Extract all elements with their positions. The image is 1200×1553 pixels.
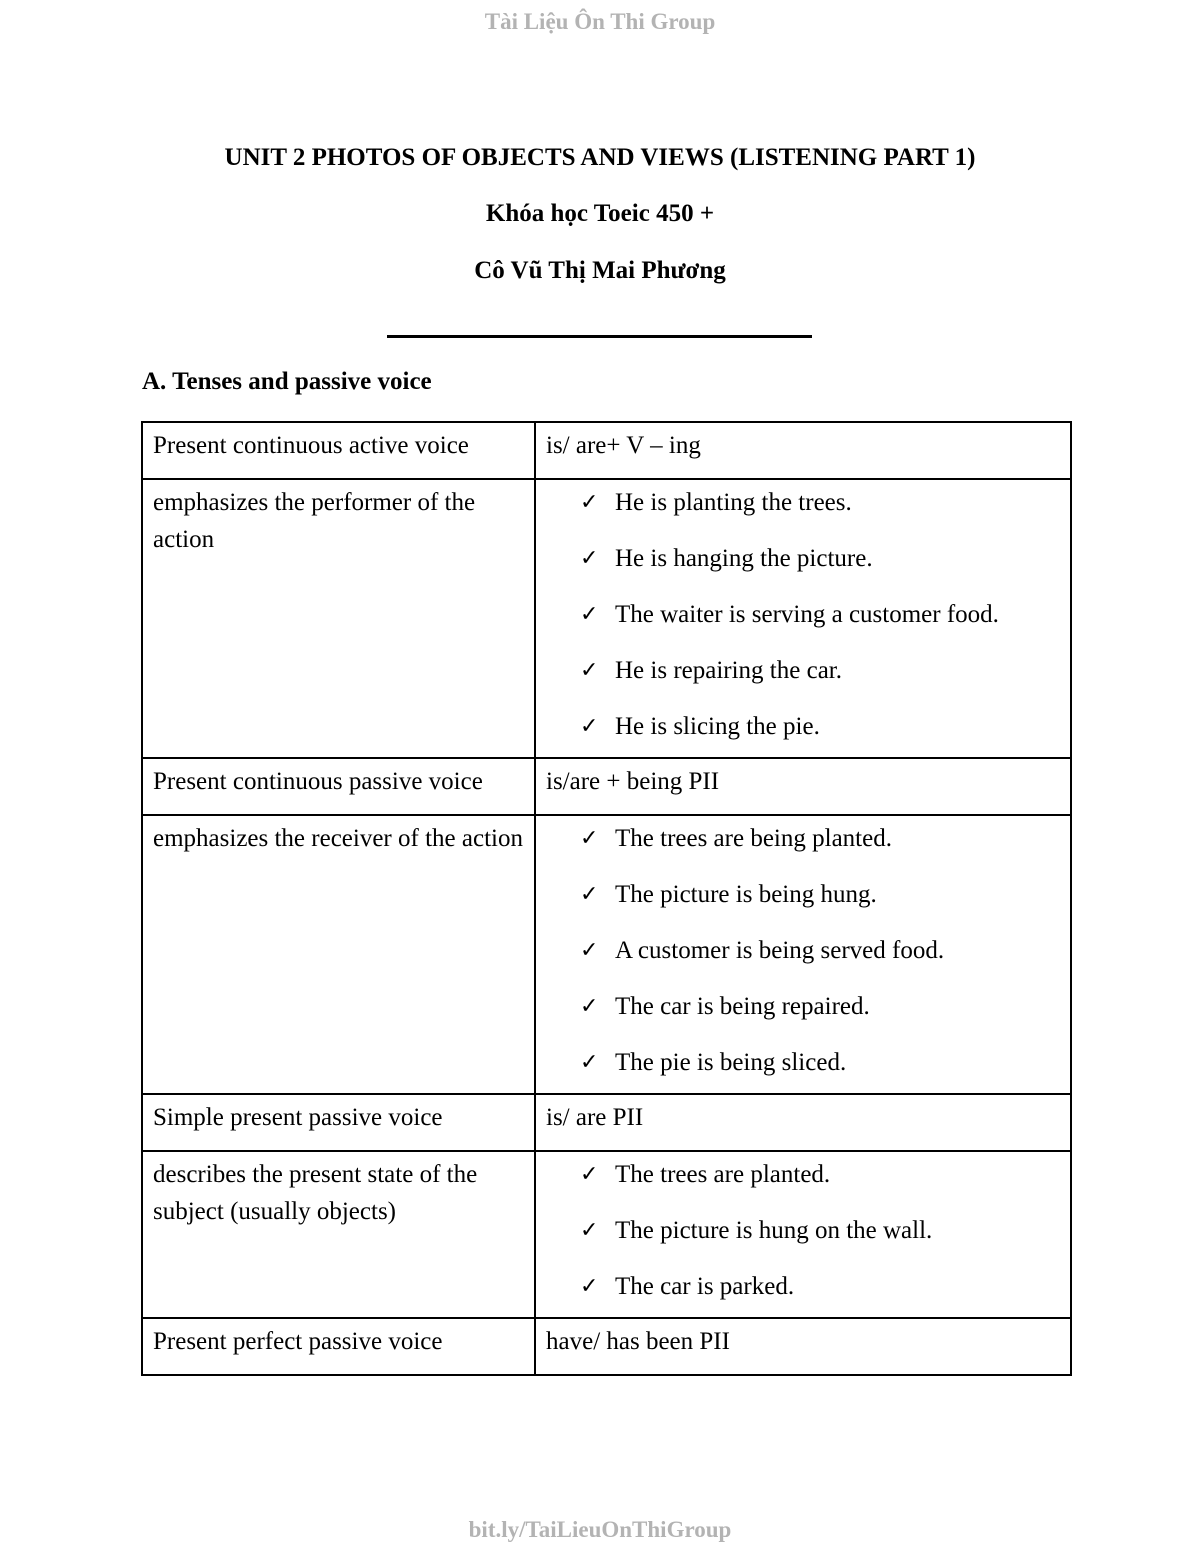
tense-label: Present perfect passive voice [153, 1328, 443, 1355]
tense-label-cell [142, 422, 535, 479]
check-icon: ✓ [580, 1274, 599, 1299]
examples-list [536, 816, 1070, 1081]
watermark-bottom: bit.ly/TaiLieuOnThiGroup [468, 1517, 732, 1542]
table-row [142, 1318, 1071, 1375]
table-row [142, 815, 1071, 1094]
check-icon: ✓ [580, 714, 599, 739]
list-item [580, 988, 1070, 1025]
list-item [580, 876, 1070, 913]
check-icon: ✓ [580, 490, 599, 515]
example-sentence: The picture is being hung. [615, 881, 877, 908]
title-divider [387, 335, 812, 338]
check-icon: ✓ [580, 602, 599, 627]
list-item [580, 1212, 1070, 1249]
tense-label-cell [142, 758, 535, 815]
list-item [580, 932, 1070, 969]
check-icon: ✓ [580, 1162, 599, 1187]
tense-label: Present continuous active voice [153, 432, 469, 459]
example-sentence: He is repairing the car. [615, 657, 842, 684]
list-item [580, 820, 1070, 857]
list-item [580, 1268, 1070, 1305]
check-icon: ✓ [580, 546, 599, 571]
example-sentence: He is hanging the picture. [615, 545, 873, 572]
examples-cell [535, 815, 1071, 1094]
example-sentence: The trees are being planted. [615, 825, 892, 852]
teacher-name: Cô Vũ Thị Mai Phương [474, 257, 726, 284]
example-sentence: The trees are planted. [615, 1161, 831, 1188]
list-item [580, 1156, 1070, 1193]
check-icon: ✓ [580, 1218, 599, 1243]
example-sentence: He is planting the trees. [615, 489, 852, 516]
tense-label-cell [142, 1094, 535, 1151]
check-icon: ✓ [580, 938, 599, 963]
grammar-table [141, 421, 1072, 1376]
example-sentence: The waiter is serving a customer food. [615, 601, 999, 628]
tense-label: Present continuous passive voice [153, 768, 483, 795]
tense-description: emphasizes the receiver of the action [153, 825, 523, 852]
list-item [580, 708, 1070, 745]
examples-list [536, 1152, 1070, 1305]
tense-label: Simple present passive voice [153, 1104, 443, 1131]
course-name: Khóa học Toeic 450 + [485, 200, 715, 227]
list-item [580, 484, 1070, 521]
check-icon: ✓ [580, 826, 599, 851]
check-icon: ✓ [580, 882, 599, 907]
tense-formula-cell [535, 1318, 1071, 1375]
tense-formula: is/ are+ V – ing [546, 432, 701, 459]
table-row [142, 422, 1071, 479]
list-item [580, 1044, 1070, 1081]
description-cell [142, 479, 535, 758]
section-heading: A. Tenses and passive voice [142, 368, 432, 395]
examples-list [536, 480, 1070, 745]
check-icon: ✓ [580, 1050, 599, 1075]
tense-formula-cell [535, 1094, 1071, 1151]
example-sentence: He is slicing the pie. [615, 713, 820, 740]
examples-cell [535, 1151, 1071, 1318]
description-cell [142, 1151, 535, 1318]
example-sentence: A customer is being served food. [615, 937, 945, 964]
example-sentence: The car is parked. [615, 1273, 795, 1300]
tense-label-cell [142, 1318, 535, 1375]
description-cell [142, 815, 535, 1094]
table-row [142, 1151, 1071, 1318]
list-item [580, 540, 1070, 577]
tense-formula: have/ has been PII [546, 1328, 730, 1355]
list-item [580, 596, 1070, 633]
watermark-top: Tài Liệu Ôn Thi Group [484, 9, 716, 34]
example-sentence: The pie is being sliced. [615, 1049, 847, 1076]
tense-formula-cell [535, 758, 1071, 815]
examples-cell [535, 479, 1071, 758]
tense-formula: is/are + being PII [546, 768, 720, 795]
list-item [580, 652, 1070, 689]
example-sentence: The picture is hung on the wall. [615, 1217, 933, 1244]
check-icon: ✓ [580, 994, 599, 1019]
check-icon: ✓ [580, 658, 599, 683]
tense-formula-cell [535, 422, 1071, 479]
example-sentence: The car is being repaired. [615, 993, 870, 1020]
document-title: UNIT 2 PHOTOS OF OBJECTS AND VIEWS (LISTENING PART 1) [224, 144, 976, 171]
tense-description: describes the present state of the subject (usually objects) [153, 1161, 478, 1225]
tense-formula: is/ are PII [546, 1104, 644, 1131]
table-row [142, 1094, 1071, 1151]
table-row [142, 758, 1071, 815]
tense-description: emphasizes the performer of the action [153, 489, 476, 553]
table-row [142, 479, 1071, 758]
